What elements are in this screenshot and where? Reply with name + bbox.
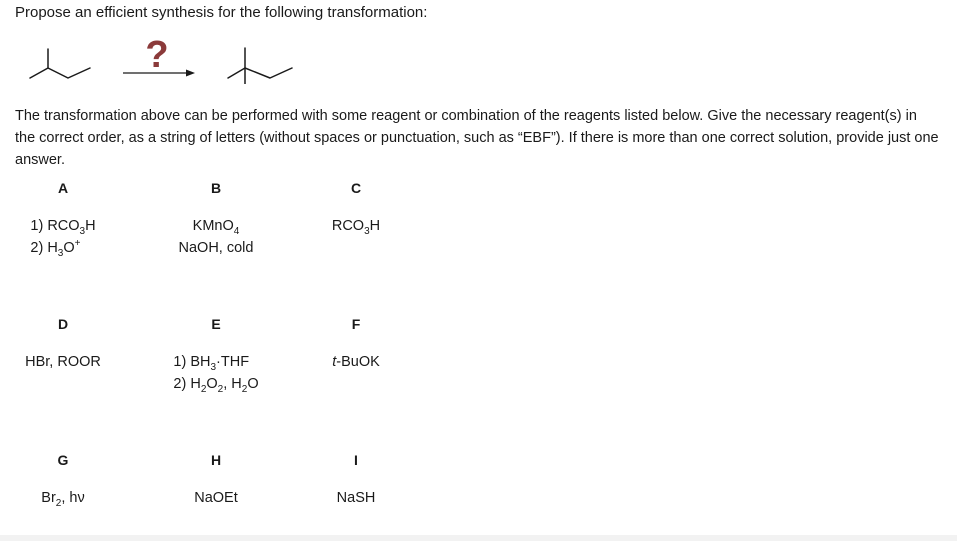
option-letter-f: F bbox=[351, 316, 361, 332]
option-letter-b: B bbox=[210, 180, 222, 196]
reagent-b bbox=[179, 215, 254, 259]
reagent-h: NaOEt bbox=[194, 490, 238, 506]
option-letter-h: H bbox=[210, 452, 222, 468]
option-letter-a: A bbox=[57, 180, 69, 196]
reagent-e bbox=[173, 351, 258, 395]
product-structure bbox=[228, 48, 292, 84]
reagent-e-step2: 2) $H_2O_2$, $H_2O$ bbox=[173, 376, 259, 395]
option-letter-g: G bbox=[57, 452, 69, 468]
unknown-reagent-mark: ? bbox=[145, 34, 169, 76]
reagent-b-line2: NaOH, cold bbox=[178, 240, 254, 256]
option-letter-e: E bbox=[211, 316, 221, 332]
option-letter-c: C bbox=[350, 180, 362, 196]
reagent-i: NaSH bbox=[336, 490, 376, 506]
reagent-a-step1: 1) $RCO_3H$ bbox=[30, 218, 96, 237]
reagent-d: HBr, ROOR bbox=[25, 354, 101, 370]
reaction-scheme bbox=[0, 28, 320, 84]
reagent-b-line1: KMnO$_4$ bbox=[192, 218, 240, 237]
reagent-a bbox=[30, 215, 95, 259]
reagent-f: t-BuOK bbox=[332, 354, 380, 370]
reagent-a-step2: 2) $H_3O^+$ bbox=[30, 238, 81, 259]
instructions-text: The transformation above can be performed with some reagent or combination of the reagents listed below. Give the necessary reagent(s) in the correct order, as a string of letters (without spaces or punctuation, such as “EBF”). If there is more than one correct solution, provide just one answer. bbox=[15, 108, 939, 168]
question-heading: Propose an efficient synthesis for the following transformation: bbox=[15, 4, 428, 21]
reagent-g: $Br_2$, hν bbox=[41, 490, 85, 509]
bottom-divider bbox=[0, 535, 957, 541]
option-letter-d: D bbox=[57, 316, 69, 332]
starting-material-structure bbox=[30, 49, 90, 78]
reagent-c: $RCO_3H$ bbox=[331, 218, 381, 237]
option-letter-i: I bbox=[354, 452, 358, 468]
reagent-e-step1: 1) $BH_3\cdot THF$ bbox=[173, 354, 250, 373]
